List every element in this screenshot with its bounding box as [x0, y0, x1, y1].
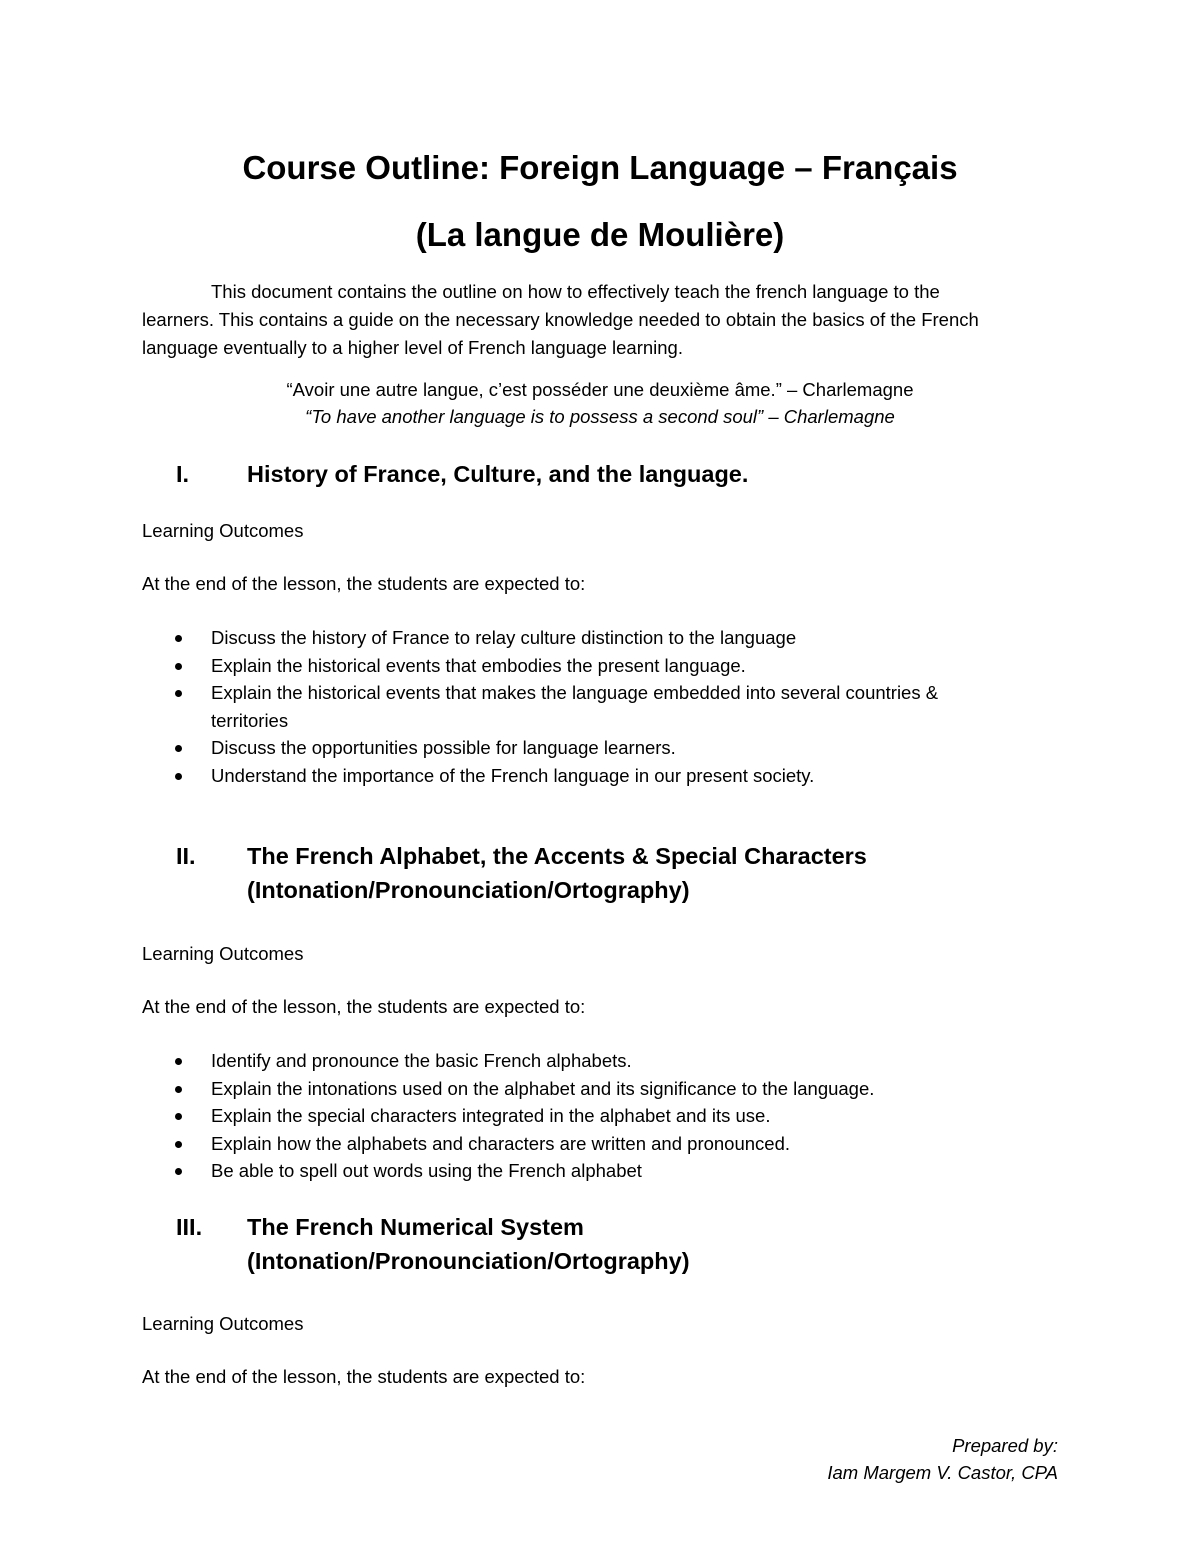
- learning-outcomes-label: Learning Outcomes: [142, 520, 304, 541]
- section-number: III.: [176, 1214, 203, 1240]
- list-item: Explain the intonations used on the alphabet and its significance to the language.: [142, 1075, 1042, 1103]
- list-item: Explain the historical events that makes the language embedded into several countries & territories: [142, 679, 1042, 734]
- intro-paragraph: [142, 278, 1042, 362]
- bullet-icon: [175, 1168, 182, 1175]
- section-title: The French Numerical System: [247, 1214, 584, 1240]
- bullet-icon: [175, 1141, 182, 1148]
- outcomes-intro: At the end of the lesson, the students are expected to:: [142, 1366, 586, 1387]
- document-subtitle: (La langue de Moulière): [415, 216, 785, 253]
- quote-english: “To have another language is to possess a second soul” – Charlemagne: [305, 406, 895, 427]
- intro-line: This document contains the outline on how to effectively teach the french language to the: [211, 281, 940, 302]
- prepared-by-name: Iam Margem V. Castor, CPA: [827, 1462, 1058, 1483]
- bullet-icon: [175, 745, 182, 752]
- outcomes-list: [142, 1047, 1042, 1185]
- document-title: Course Outline: Foreign Language – Français: [242, 149, 958, 186]
- list-item: Identify and pronounce the basic French alphabets.: [142, 1047, 1042, 1075]
- section-title-line2: (Intonation/Pronounciation/Ortography): [247, 1248, 690, 1274]
- learning-outcomes-label: Learning Outcomes: [142, 1313, 304, 1334]
- list-item: Be able to spell out words using the French alphabet: [142, 1157, 1042, 1185]
- section-number: II.: [176, 843, 196, 869]
- bullet-icon: [175, 1086, 182, 1093]
- list-item: Discuss the opportunities possible for language learners.: [142, 734, 1042, 762]
- list-item: Explain the special characters integrated in the alphabet and its use.: [142, 1102, 1042, 1130]
- section-title: The French Alphabet, the Accents & Special Characters: [247, 843, 867, 869]
- list-item: Explain the historical events that embodies the present language.: [142, 652, 1042, 680]
- bullet-icon: [175, 635, 182, 642]
- intro-line: learners. This contains a guide on the necessary knowledge needed to obtain the basics of the French: [142, 309, 979, 330]
- section-number: I.: [176, 461, 190, 487]
- bullet-icon: [175, 663, 182, 670]
- learning-outcomes-label: Learning Outcomes: [142, 943, 304, 964]
- bullet-icon: [175, 690, 182, 697]
- outcomes-intro: At the end of the lesson, the students are expected to:: [142, 996, 586, 1017]
- section-title: History of France, Culture, and the language.: [247, 461, 749, 487]
- bullet-icon: [175, 1058, 182, 1065]
- quote-french: “Avoir une autre langue, c’est posséder une deuxième âme.” – Charlemagne: [286, 379, 914, 400]
- bullet-icon: [175, 1113, 182, 1120]
- intro-line: language eventually to a higher level of French language learning.: [142, 337, 683, 358]
- prepared-by-label: Prepared by:: [952, 1435, 1058, 1456]
- outcomes-intro: At the end of the lesson, the students are expected to:: [142, 573, 586, 594]
- outcomes-list: [142, 624, 1042, 789]
- list-item: Understand the importance of the French language in our present society.: [142, 762, 1042, 790]
- bullet-icon: [175, 773, 182, 780]
- list-item: Discuss the history of France to relay culture distinction to the language: [142, 624, 1042, 652]
- list-item: Explain how the alphabets and characters are written and pronounced.: [142, 1130, 1042, 1158]
- section-title-line2: (Intonation/Pronounciation/Ortography): [247, 877, 690, 903]
